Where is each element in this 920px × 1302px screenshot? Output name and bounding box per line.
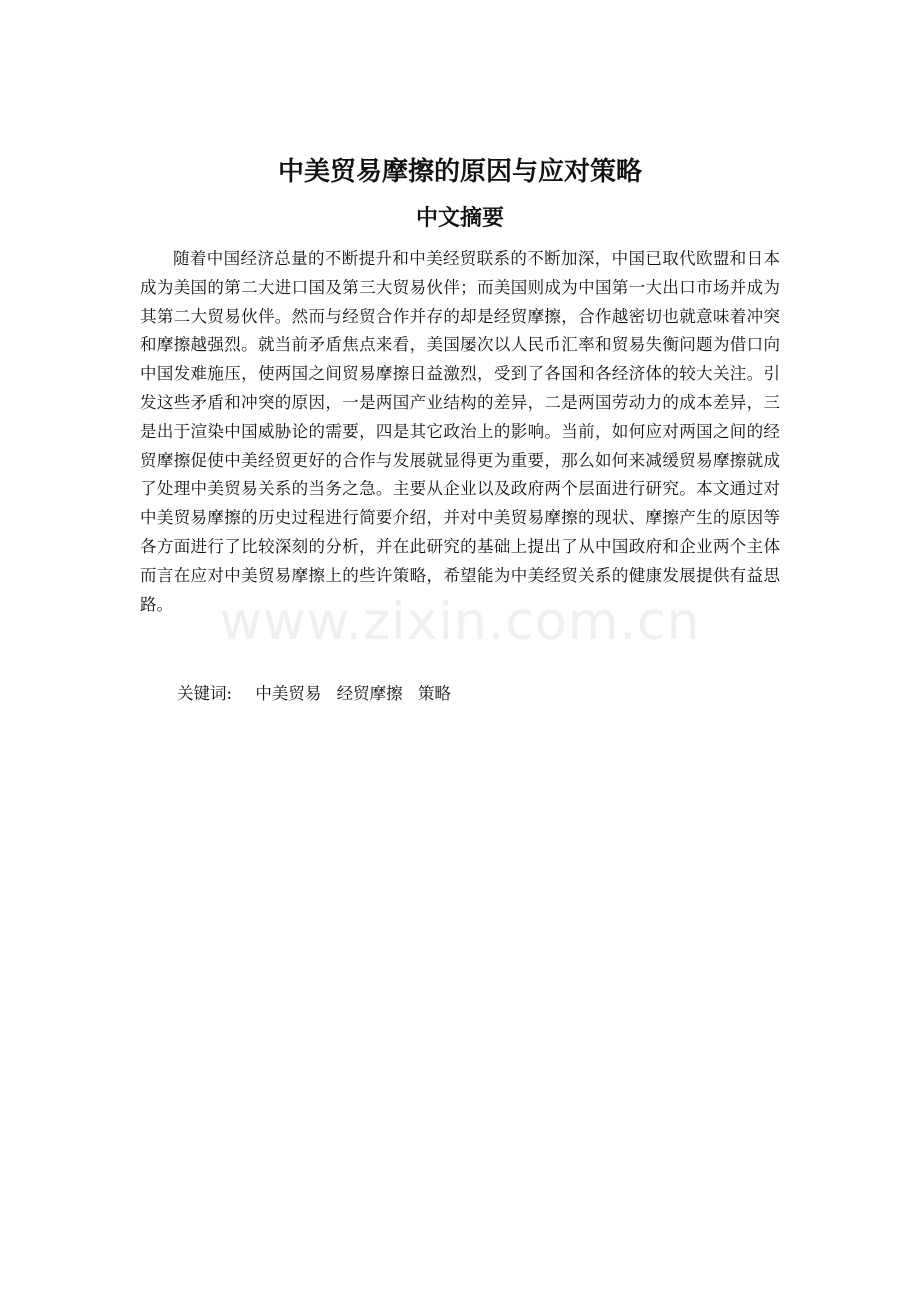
keywords-label: 关键词: <box>177 684 233 703</box>
abstract-heading: 中文摘要 <box>415 206 504 231</box>
keywords-line <box>177 680 461 708</box>
keyword-item: 策略 <box>417 684 451 703</box>
abstract-body: 随着中国经济总量的不断提升和中美经贸联系的不断加深，中国已取代欧盟和日本成为美国的第二大进口国及第三大贸易伙伴；而美国则成为中国第一大出口市场并成为其第二大贸易伙伴。然而与经贸合作并存的却是经贸摩擦，合作越密切也就意味着冲突和摩擦越强烈。就当前矛盾焦点来看，美国屡次以人民币汇率和贸易失衡问题为借口向中国发难施压，使两国之间贸易摩擦日益激烈，受到了各国和各经济体的较大关注。引发这些矛盾和冲突的原因，一是两国产业结构的差异，二是两国劳动力的成本差异，三是出于渲染中国威胁论的需要，四是其它政治上的影响。当前，如何应对两国之间的经贸摩擦促使中美经贸更好的合作与发展就显得更为重要，那么如何来减缓贸易摩擦就成了处理中美贸易关系的当务之急。主要从企业以及政府两个层面进行研究。本文通过对中美贸易摩擦的历史过程进行简要介绍，并对中美贸易摩擦的现状、摩擦产生的原因等各方面进行了比较深刻的分析，并在此研究的基础上提出了从中国政府和企业两个主体而言在应对中美贸易摩擦上的些许策略，希望能为中美经贸关系的健康发展提供有益思路。 <box>140 249 780 614</box>
keyword-item: 经贸摩擦 <box>336 684 403 703</box>
watermark: www.zixin.com.cn <box>219 592 701 652</box>
document-title: 中美贸易摩擦的原因与应对策略 <box>277 157 642 187</box>
keyword-item: 中美贸易 <box>255 684 322 703</box>
